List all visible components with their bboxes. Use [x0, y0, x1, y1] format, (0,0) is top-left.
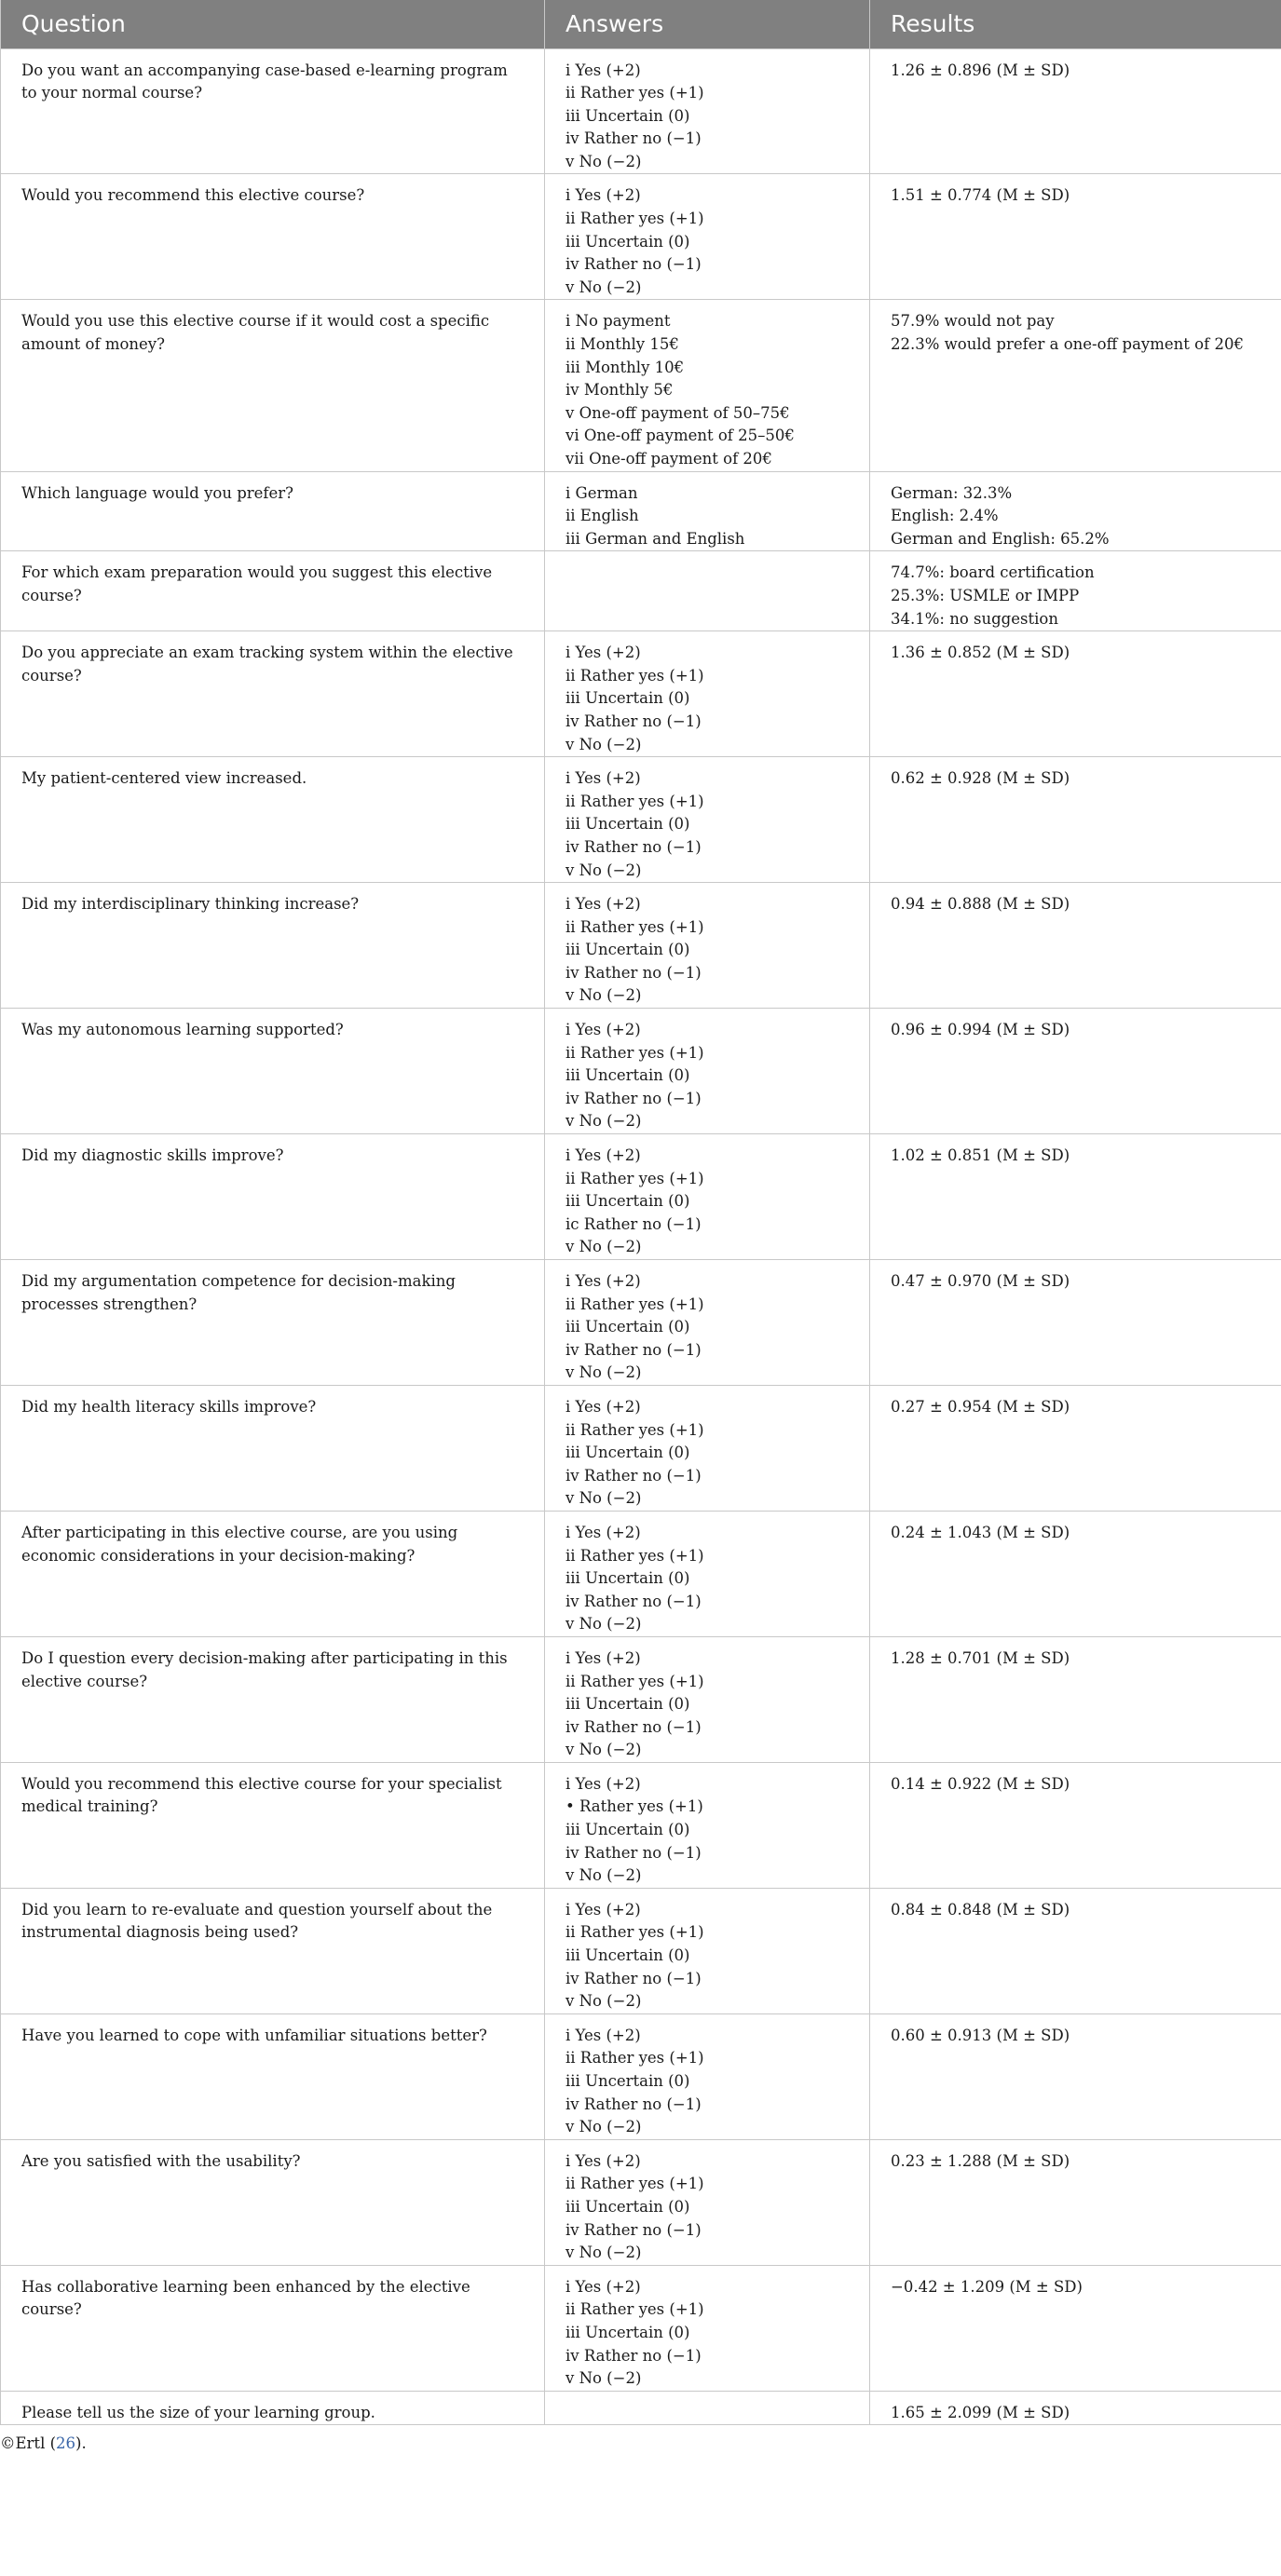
question-cell: Please tell us the size of your learning group. — [1, 2391, 545, 2425]
answer-option: i Yes (+2) — [566, 1774, 641, 1793]
results-cell — [870, 1636, 1281, 1762]
answer-option: ii Rather yes (+1) — [566, 1672, 704, 1690]
question-cell: Did my health literacy skills improve? — [1, 1385, 545, 1511]
question-cell: Do you want an accompanying case-based e-learning program to your normal course? — [1, 48, 545, 174]
table-row — [1, 471, 1281, 551]
answer-option: iv Rather no (−1) — [566, 2346, 702, 2365]
answer-option: i Yes (+2) — [566, 895, 641, 914]
answer-option: ii Rather yes (+1) — [566, 1923, 704, 1942]
answer-option: v No (−2) — [566, 2118, 642, 2136]
results-cell — [870, 1888, 1281, 2013]
answer-option: i Yes (+2) — [566, 2277, 641, 2296]
table-row — [1, 631, 1281, 757]
answer-option: v No (−2) — [566, 1615, 642, 1634]
answer-option: i Yes (+2) — [566, 769, 641, 788]
answer-option: ii Rather yes (+1) — [566, 84, 704, 102]
results-cell — [870, 883, 1281, 1009]
question-cell: Has collaborative learning been enhanced by the elective course? — [1, 2265, 545, 2391]
answer-option: iv Rather no (−1) — [566, 1717, 702, 1736]
answer-option: iii Monthly 10€ — [566, 358, 685, 376]
answer-option: v No (−2) — [566, 1741, 642, 1759]
question-cell: Did you learn to re-evaluate and question yourself about the instrumental diagnosis being used? — [1, 1888, 545, 2013]
answer-option: iv Rather no (−1) — [566, 2220, 702, 2239]
answers-cell — [545, 300, 870, 471]
answers-cell — [545, 1260, 870, 1386]
answer-option: iii Uncertain (0) — [566, 1192, 690, 1211]
answer-option: • Rather yes (+1) — [566, 1797, 703, 1816]
answer-option: ii Rather yes (+1) — [566, 666, 704, 685]
table-row — [1, 300, 1281, 471]
answer-option: i Yes (+2) — [566, 1523, 641, 1541]
answer-option: ii Rather yes (+1) — [566, 1043, 704, 1062]
result-line: 0.23 ± 1.288 (M ± SD) — [891, 2151, 1070, 2170]
question-cell: Which language would you prefer? — [1, 471, 545, 551]
copyright-suffix: ). — [75, 2434, 87, 2453]
answer-option: ii Rather yes (+1) — [566, 1420, 704, 1439]
answer-option: iv Rather no (−1) — [566, 1466, 702, 1485]
result-line: 22.3% would prefer a one-off payment of 20€ — [891, 335, 1244, 354]
answers-cell — [545, 1134, 870, 1260]
result-line: 74.7%: board certification — [891, 563, 1095, 582]
results-cell — [870, 1134, 1281, 1260]
table-row — [1, 174, 1281, 300]
question-cell: Did my argumentation competence for decision-making processes strengthen? — [1, 1260, 545, 1386]
results-cell — [870, 2391, 1281, 2425]
question-cell: Do you appreciate an exam tracking system within the elective course? — [1, 631, 545, 757]
result-line: 1.36 ± 0.852 (M ± SD) — [891, 644, 1070, 662]
table-row — [1, 1009, 1281, 1134]
answer-option: iii Uncertain (0) — [566, 1946, 690, 1965]
answers-cell — [545, 2013, 870, 2139]
answer-option: ii Rather yes (+1) — [566, 2300, 704, 2319]
answer-option: iv Monthly 5€ — [566, 381, 674, 400]
answer-option: iii Uncertain (0) — [566, 232, 690, 251]
results-cell — [870, 1009, 1281, 1134]
answer-option: iii Uncertain (0) — [566, 689, 690, 708]
results-cell — [870, 1385, 1281, 1511]
table-row — [1, 2139, 1281, 2265]
answer-option: v No (−2) — [566, 278, 642, 296]
answer-option: iii German and English — [566, 529, 745, 548]
answer-option: iii Uncertain (0) — [566, 815, 690, 834]
answer-option: ii Rather yes (+1) — [566, 917, 704, 936]
answers-cell — [545, 1511, 870, 1636]
results-cell — [870, 471, 1281, 551]
answers-cell — [545, 1636, 870, 1762]
answers-cell — [545, 1762, 870, 1888]
answer-option: iv Rather no (−1) — [566, 1592, 702, 1610]
table-row — [1, 48, 1281, 174]
copyright-note — [0, 2425, 1281, 2452]
answer-option: ii Monthly 15€ — [566, 335, 679, 354]
answer-option: iii Uncertain (0) — [566, 1695, 690, 1714]
result-line: 34.1%: no suggestion — [891, 609, 1058, 628]
table-body — [1, 48, 1281, 2425]
question-cell: Do I question every decision-making after participating in this elective course? — [1, 1636, 545, 1762]
table-row — [1, 2265, 1281, 2391]
answer-option: ic Rather no (−1) — [566, 1214, 702, 1233]
results-cell — [870, 551, 1281, 631]
question-cell: Would you use this elective course if it would cost a specific amount of money? — [1, 300, 545, 471]
answer-option: ii Rather yes (+1) — [566, 1546, 704, 1565]
table-row — [1, 1385, 1281, 1511]
answers-cell — [545, 2265, 870, 2391]
results-cell — [870, 48, 1281, 174]
answer-option: iii Uncertain (0) — [566, 2197, 690, 2216]
table-header — [1, 0, 1281, 48]
results-cell — [870, 757, 1281, 883]
result-line: German and English: 65.2% — [891, 529, 1110, 548]
answers-cell — [545, 1888, 870, 2013]
answer-option: iv Rather no (−1) — [566, 2095, 702, 2113]
answer-option: iii Uncertain (0) — [566, 1569, 690, 1588]
answer-option: i Yes (+2) — [566, 2026, 641, 2044]
header-answers: Answers — [545, 0, 870, 48]
answer-option: v No (−2) — [566, 152, 642, 170]
answers-cell — [545, 551, 870, 631]
answer-option: i No payment — [566, 312, 671, 331]
result-line: 1.65 ± 2.099 (M ± SD) — [891, 2403, 1070, 2421]
answer-option: ii Rather yes (+1) — [566, 210, 704, 228]
table-row — [1, 1511, 1281, 1636]
answer-option: iii Uncertain (0) — [566, 2323, 690, 2341]
result-line: 0.47 ± 0.970 (M ± SD) — [891, 1272, 1070, 1290]
answer-option: iv Rather no (−1) — [566, 1340, 702, 1359]
answer-option: v No (−2) — [566, 1363, 642, 1382]
answers-cell — [545, 1385, 870, 1511]
question-cell: Did my diagnostic skills improve? — [1, 1134, 545, 1260]
answer-option: v No (−2) — [566, 1112, 642, 1131]
table-row — [1, 1636, 1281, 1762]
header-question: Question — [1, 0, 545, 48]
result-line: 0.24 ± 1.043 (M ± SD) — [891, 1523, 1070, 1541]
question-cell: Would you recommend this elective course for your specialist medical training? — [1, 1762, 545, 1888]
table-row — [1, 1888, 1281, 2013]
answer-option: ii Rather yes (+1) — [566, 1295, 704, 1313]
result-line: 25.3%: USMLE or IMPP — [891, 586, 1080, 604]
answer-option: ii Rather yes (+1) — [566, 792, 704, 810]
answer-option: v No (−2) — [566, 986, 642, 1005]
answer-option: v No (−2) — [566, 861, 642, 879]
answers-cell — [545, 174, 870, 300]
results-cell — [870, 2139, 1281, 2265]
question-cell: Did my interdisciplinary thinking increase? — [1, 883, 545, 1009]
header-results: Results — [870, 0, 1281, 48]
answer-option: iv Rather no (−1) — [566, 712, 702, 730]
answer-option: i Yes (+2) — [566, 644, 641, 662]
header-row — [1, 0, 1281, 48]
result-line: −0.42 ± 1.209 (M ± SD) — [891, 2277, 1083, 2296]
table-row — [1, 883, 1281, 1009]
answer-option: iv Rather no (−1) — [566, 1843, 702, 1862]
answer-option: i Yes (+2) — [566, 1397, 641, 1416]
answer-option: v One-off payment of 50–75€ — [566, 403, 790, 422]
results-cell — [870, 174, 1281, 300]
answer-option: iv Rather no (−1) — [566, 1089, 702, 1107]
result-line: 57.9% would not pay — [891, 312, 1055, 331]
answer-option: v No (−2) — [566, 2244, 642, 2262]
citation-link[interactable]: 26 — [56, 2434, 76, 2453]
table-row — [1, 2391, 1281, 2425]
answers-cell — [545, 2139, 870, 2265]
result-line: 0.84 ± 0.848 (M ± SD) — [891, 1900, 1070, 1918]
answers-cell — [545, 1009, 870, 1134]
question-cell: Would you recommend this elective course? — [1, 174, 545, 300]
answers-cell — [545, 631, 870, 757]
answer-option: iii Uncertain (0) — [566, 106, 690, 125]
table-row — [1, 1260, 1281, 1386]
answer-option: v No (−2) — [566, 735, 642, 753]
answer-option: i Yes (+2) — [566, 2151, 641, 2170]
answer-option: i Yes (+2) — [566, 1021, 641, 1039]
question-cell: Are you satisfied with the usability? — [1, 2139, 545, 2265]
answer-option: iii Uncertain (0) — [566, 1444, 690, 1462]
answers-cell — [545, 2391, 870, 2425]
question-cell: My patient-centered view increased. — [1, 757, 545, 883]
result-line: 0.62 ± 0.928 (M ± SD) — [891, 769, 1070, 788]
results-cell — [870, 1762, 1281, 1888]
answer-option: iv Rather no (−1) — [566, 837, 702, 856]
answer-option: iv Rather no (−1) — [566, 1969, 702, 1987]
answer-option: iii Uncertain (0) — [566, 1821, 690, 1839]
answer-option: v No (−2) — [566, 1489, 642, 1508]
result-line: 0.96 ± 0.994 (M ± SD) — [891, 1021, 1070, 1039]
answer-option: i Yes (+2) — [566, 186, 641, 205]
answer-option: i Yes (+2) — [566, 1648, 641, 1667]
answer-option: v No (−2) — [566, 2369, 642, 2388]
answer-option: iv Rather no (−1) — [566, 129, 702, 148]
answers-cell — [545, 48, 870, 174]
question-cell: For which exam preparation would you suggest this elective course? — [1, 551, 545, 631]
results-cell — [870, 2013, 1281, 2139]
answer-option: ii Rather yes (+1) — [566, 2175, 704, 2193]
result-line: 0.14 ± 0.922 (M ± SD) — [891, 1774, 1070, 1793]
result-line: 1.02 ± 0.851 (M ± SD) — [891, 1146, 1070, 1165]
answer-option: i Yes (+2) — [566, 61, 641, 79]
question-cell: Have you learned to cope with unfamiliar situations better? — [1, 2013, 545, 2139]
answer-option: i Yes (+2) — [566, 1272, 641, 1290]
table-row — [1, 1134, 1281, 1260]
table-row — [1, 1762, 1281, 1888]
result-line: 0.60 ± 0.913 (M ± SD) — [891, 2026, 1070, 2044]
table-row — [1, 757, 1281, 883]
answer-option: v No (−2) — [566, 1238, 642, 1256]
results-cell — [870, 1260, 1281, 1386]
result-line: 1.51 ± 0.774 (M ± SD) — [891, 186, 1070, 205]
table-row — [1, 551, 1281, 631]
result-line: English: 2.4% — [891, 507, 999, 525]
answer-option: iii Uncertain (0) — [566, 1066, 690, 1085]
results-cell — [870, 631, 1281, 757]
result-line: 0.27 ± 0.954 (M ± SD) — [891, 1397, 1070, 1416]
result-line: 1.28 ± 0.701 (M ± SD) — [891, 1648, 1070, 1667]
copyright-prefix: ©Ertl ( — [0, 2434, 57, 2453]
answer-option: i Yes (+2) — [566, 1146, 641, 1165]
answers-cell — [545, 883, 870, 1009]
answer-option: iii Uncertain (0) — [566, 2072, 690, 2090]
answer-option: i Yes (+2) — [566, 1900, 641, 1918]
question-cell: After participating in this elective course, are you using economic considerations in your decision-making? — [1, 1511, 545, 1636]
results-cell — [870, 2265, 1281, 2391]
answer-option: vi One-off payment of 25–50€ — [566, 427, 795, 445]
answer-option: ii English — [566, 507, 639, 525]
question-cell: Was my autonomous learning supported? — [1, 1009, 545, 1134]
answers-cell — [545, 757, 870, 883]
result-line: German: 32.3% — [891, 483, 1013, 502]
answers-cell — [545, 471, 870, 551]
answer-option: v No (−2) — [566, 1866, 642, 1885]
answer-option: iii Uncertain (0) — [566, 941, 690, 959]
result-line: 0.94 ± 0.888 (M ± SD) — [891, 895, 1070, 914]
answer-option: v No (−2) — [566, 1992, 642, 2011]
table-row — [1, 2013, 1281, 2139]
answer-option: iii Uncertain (0) — [566, 1318, 690, 1336]
answer-option: iv Rather no (−1) — [566, 255, 702, 274]
answer-option: ii Rather yes (+1) — [566, 2049, 704, 2068]
results-cell — [870, 300, 1281, 471]
answer-option: vii One-off payment of 20€ — [566, 450, 772, 468]
answer-option: i German — [566, 483, 638, 502]
result-line: 1.26 ± 0.896 (M ± SD) — [891, 61, 1070, 79]
results-cell — [870, 1511, 1281, 1636]
answer-option: iv Rather no (−1) — [566, 963, 702, 982]
answer-option: ii Rather yes (+1) — [566, 1169, 704, 1187]
